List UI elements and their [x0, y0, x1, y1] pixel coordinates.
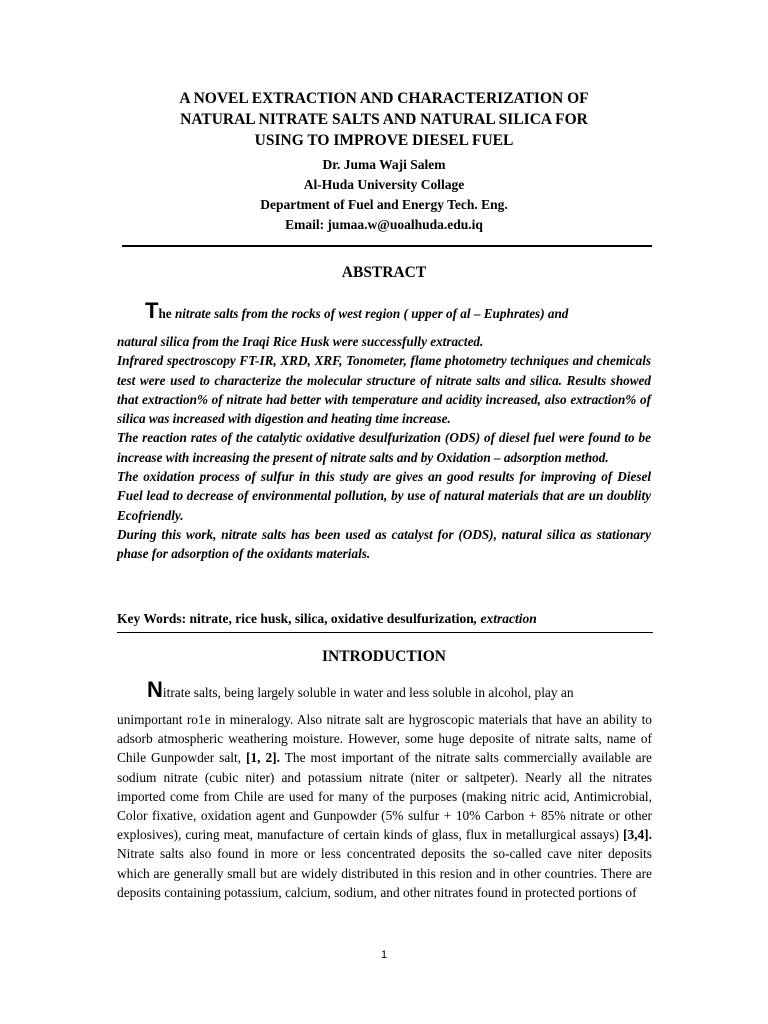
title-line-1: A NOVEL EXTRACTION AND CHARACTERIZATION OF	[179, 90, 589, 107]
abstract-p1-line1: nitrate salts from the rocks of west region ( upper of al – Euphrates) and	[171, 306, 569, 321]
introduction-dropcap: N	[147, 677, 163, 702]
author-name: Dr. Juma Waji Salem	[322, 157, 446, 172]
abstract-dropcap: T	[145, 298, 159, 323]
abstract-paragraph-3: The reaction rates of the catalytic oxidative desulfurization (ODS) of diesel fuel were found to be increase with increasing the present of nitrate salts and by Oxidation – adsorption method.	[117, 430, 651, 465]
keywords-terms: Key Words: nitrate, rice husk, silica, oxidative desulfurization	[117, 611, 474, 626]
keywords-divider	[117, 632, 653, 633]
author-department: Department of Fuel and Energy Tech. Eng.	[260, 197, 508, 212]
citation-1-2: [1, 2].	[246, 750, 280, 766]
keywords-line	[117, 611, 653, 627]
introduction-seg1: unimportant ro1e in mineralogy. Also nitrate salt are hygroscopic materials that have an ability to adsorb atmospheric weathering moisture. However, some huge deposite of nitrate salts, name of Chile Gunpowder salt,	[117, 712, 652, 766]
author-email: Email: jumaa.w@uoalhuda.edu.iq	[285, 217, 483, 232]
title-line-3: USING TO IMPROVE DIESEL FUEL	[254, 132, 514, 149]
abstract-body	[117, 293, 651, 564]
introduction-heading: INTRODUCTION	[321, 648, 446, 665]
page-number: 1	[380, 949, 388, 961]
abstract-p1-rest: natural silica from the Iraqi Rice Husk were successfully extracted.	[117, 334, 484, 349]
introduction-seg2: The most important of the nitrate salts commercially available are sodium nitrate (cubic niter) and potassium nitrate (niter or saltpeter). Nearly all the nitrates imported come from Chile are used for many of the purposes (making nitric acid, Antimicrobial, Color fixative, oxidation agent and Gunpowder (5% sulfur + 10% Carbon + 85% nitrate or other explosives), curing meat, manufacture of certain kinds of glass, flux in metallurgical assays)	[117, 750, 652, 843]
abstract-dropcap-rest: he	[158, 306, 172, 321]
introduction-body	[117, 673, 652, 902]
abstract-paragraph-2: Infrared spectroscopy FT-IR, XRD, XRF, Tonometer, flame photometry techniques and chemicals test were used to characterize the molecular structure of nitrate salts and silica. Results showed that extraction% of nitrate had better with temperature and acidity increased, also extraction% of silica was increased with digestion and heating time increase.	[117, 353, 651, 427]
keywords-last-term: , extraction	[473, 611, 537, 626]
header-divider	[122, 245, 652, 247]
introduction-line1: itrate salts, being largely soluble in water and less soluble in alcohol, play an	[162, 685, 574, 700]
abstract-paragraph-1	[117, 293, 651, 351]
abstract-paragraph-5: During this work, nitrate salts has been used as catalyst for (ODS), natural silica as stationary phase for adsorption of the oxidants materials.	[117, 526, 651, 562]
introduction-paragraph	[117, 673, 652, 902]
citation-3-4: [3,4].	[622, 827, 652, 843]
author-block	[100, 155, 668, 235]
abstract-heading: ABSTRACT	[341, 264, 427, 281]
paper-title	[100, 88, 668, 151]
abstract-paragraph-4: The oxidation process of sulfur in this study are gives an good results for improving of Diesel Fuel lead to decrease of environmental pollution, by use of natural materials that are un doublity Ecofriendly.	[117, 469, 651, 523]
introduction-seg3: Nitrate salts also found in more or less concentrated deposits the so-called cave niter deposits which are generally small but are widely distributed in this resion and in other countries. There are deposits containing potassium, calcium, sodium, and other nitrates found in protected portions of	[117, 846, 652, 900]
author-affiliation: Al-Huda University Collage	[303, 177, 465, 192]
title-line-2: NATURAL NITRATE SALTS AND NATURAL SILICA FOR	[180, 111, 588, 128]
